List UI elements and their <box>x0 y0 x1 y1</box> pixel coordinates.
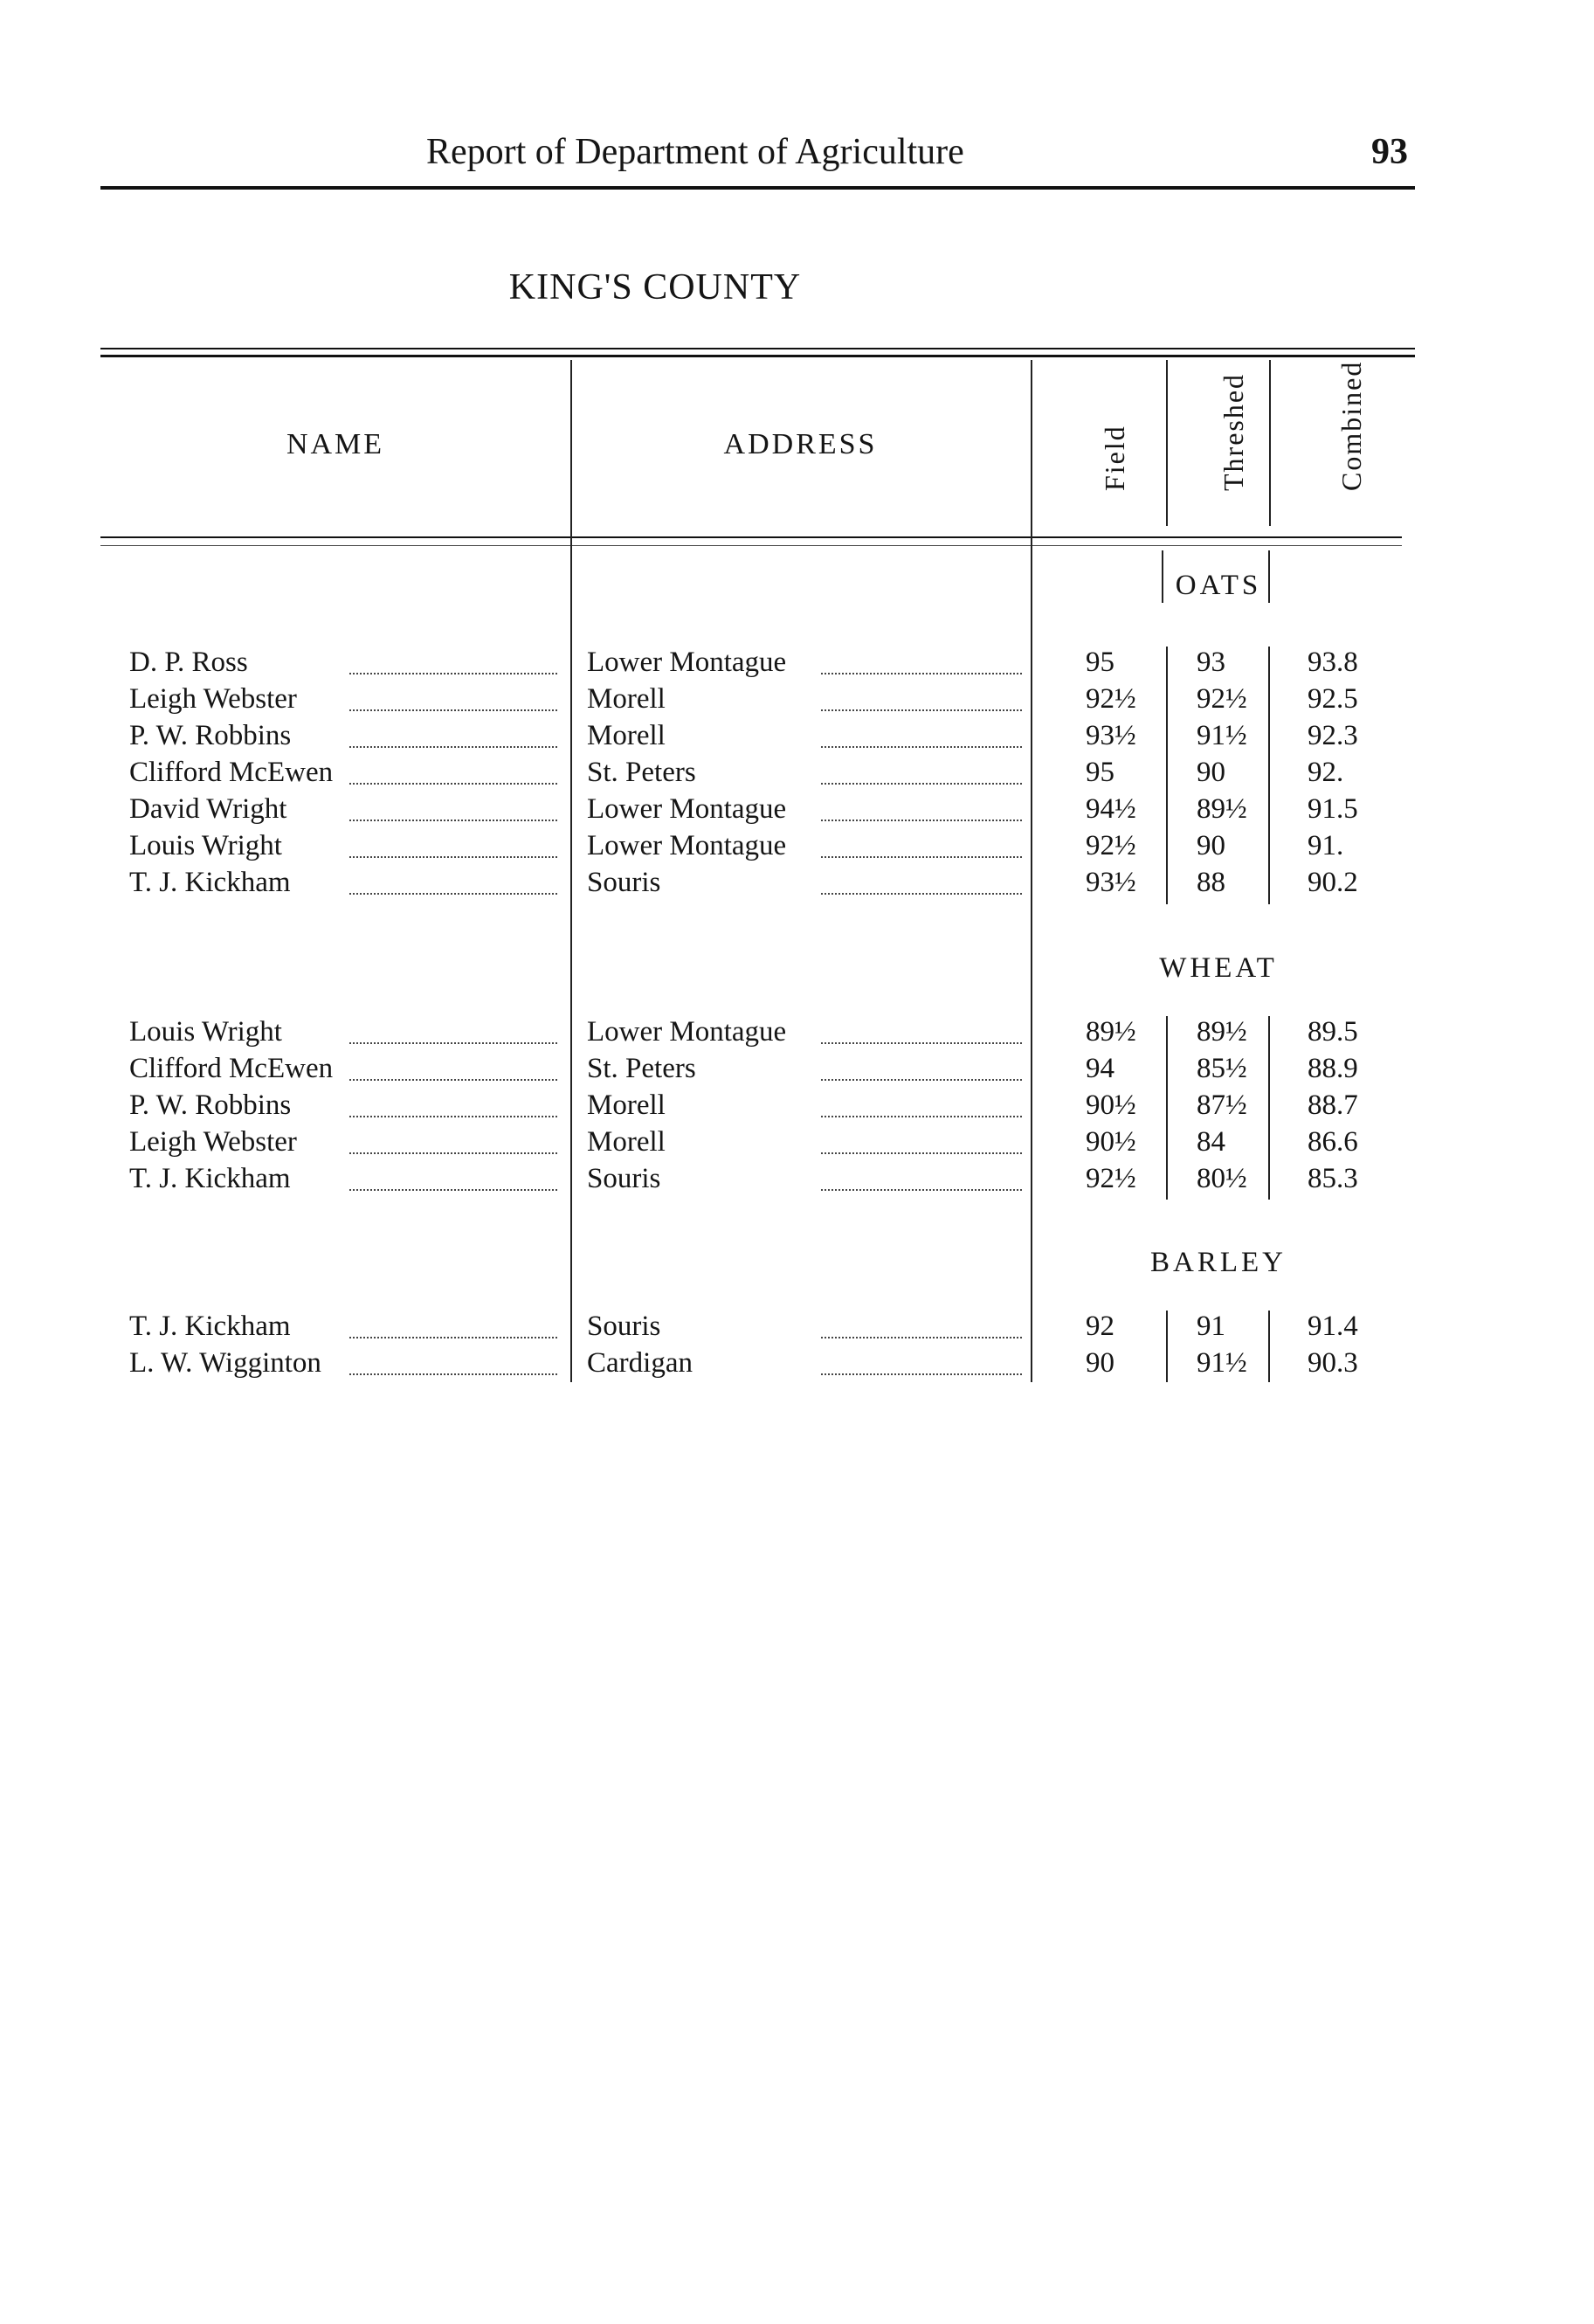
leader-dots <box>821 673 1022 674</box>
leader-dots <box>349 746 557 748</box>
cell-field: 92½ <box>1086 830 1136 861</box>
cell-combined: 93.8 <box>1308 647 1358 678</box>
cell-threshed: 89½ <box>1197 793 1247 825</box>
cell-field: 92 <box>1086 1311 1114 1342</box>
column-header-address: ADDRESS <box>723 428 878 460</box>
cell-address: Souris <box>587 1311 661 1342</box>
cell-threshed: 91 <box>1197 1311 1225 1342</box>
cell-name: David Wright <box>129 793 287 825</box>
cell-threshed: 80½ <box>1197 1163 1247 1194</box>
table-row <box>0 1163 1594 1200</box>
table-row <box>0 1089 1594 1126</box>
cell-address: Souris <box>587 867 661 898</box>
cell-threshed: 93 <box>1197 647 1225 678</box>
cell-field: 92½ <box>1086 1163 1136 1194</box>
oats-field-divider <box>1166 647 1168 904</box>
running-head-title: Report of Department of Agriculture <box>426 132 964 172</box>
leader-dots <box>349 1116 557 1117</box>
cell-combined: 86.6 <box>1308 1126 1358 1158</box>
leader-dots <box>349 856 557 858</box>
table-row <box>0 830 1594 867</box>
cell-combined: 91. <box>1308 830 1344 861</box>
cell-field: 93½ <box>1086 867 1136 898</box>
leader-dots <box>821 1079 1022 1081</box>
crop-label-oats: OATS <box>1175 570 1262 601</box>
cell-address: Morell <box>587 683 666 715</box>
leader-dots <box>821 783 1022 785</box>
oats-divider-right <box>1268 550 1270 603</box>
cell-address: Cardigan <box>587 1347 693 1379</box>
cell-address: Morell <box>587 1126 666 1158</box>
leader-dots <box>349 1079 557 1081</box>
leader-dots <box>821 1116 1022 1117</box>
cell-threshed: 91½ <box>1197 720 1247 751</box>
cell-combined: 91.4 <box>1308 1311 1358 1342</box>
table-row <box>0 1126 1594 1163</box>
cell-name: Clifford McEwen <box>129 757 334 788</box>
cell-combined: 91.5 <box>1308 793 1358 825</box>
cell-threshed: 87½ <box>1197 1089 1247 1121</box>
cell-field: 90 <box>1086 1347 1114 1379</box>
cell-field: 92½ <box>1086 683 1136 715</box>
table-row <box>0 647 1594 683</box>
barley-field-divider <box>1166 1311 1168 1382</box>
table-row <box>0 867 1594 903</box>
leader-dots <box>349 1042 557 1044</box>
cell-name: T. J. Kickham <box>129 867 291 898</box>
cell-name: Clifford McEwen <box>129 1053 334 1084</box>
table-row <box>0 793 1594 830</box>
leader-dots <box>821 1189 1022 1191</box>
column-divider-field-header <box>1166 360 1168 526</box>
table-row <box>0 720 1594 757</box>
cell-address: Lower Montague <box>587 793 787 825</box>
cell-field: 94 <box>1086 1053 1114 1084</box>
column-header-field <box>1031 360 1166 530</box>
cell-address: Morell <box>587 1089 666 1121</box>
crop-label-barley: BARLEY <box>1150 1247 1287 1278</box>
cell-field: 93½ <box>1086 720 1136 751</box>
crop-label-wheat: WHEAT <box>1159 952 1278 984</box>
header-bottom-rule <box>100 536 1402 538</box>
leader-dots <box>821 856 1022 858</box>
column-header-name: NAME <box>286 428 385 460</box>
cell-combined: 90.2 <box>1308 867 1358 898</box>
column-header-combined-label: Combined <box>1335 360 1367 491</box>
section-wheat <box>0 1016 1594 1200</box>
table-row <box>0 1053 1594 1089</box>
cell-combined: 85.3 <box>1308 1163 1358 1194</box>
column-divider-threshed-header <box>1269 360 1271 526</box>
cell-field: 95 <box>1086 647 1114 678</box>
leader-dots <box>821 820 1022 821</box>
leader-dots <box>349 783 557 785</box>
column-header-combined <box>1269 360 1402 530</box>
cell-threshed: 89½ <box>1197 1016 1247 1048</box>
cell-combined: 90.3 <box>1308 1347 1358 1379</box>
cell-combined: 88.9 <box>1308 1053 1358 1084</box>
cell-threshed: 88 <box>1197 867 1225 898</box>
cell-threshed: 84 <box>1197 1126 1225 1158</box>
cell-field: 90½ <box>1086 1126 1136 1158</box>
column-header-field-label: Field <box>1098 425 1130 491</box>
cell-name: D. P. Ross <box>129 647 248 678</box>
leader-dots <box>349 893 557 895</box>
cell-threshed: 91½ <box>1197 1347 1247 1379</box>
table-top-rule <box>100 348 1415 349</box>
header-rule <box>100 186 1415 190</box>
cell-name: P. W. Robbins <box>129 1089 292 1121</box>
cell-address: Souris <box>587 1163 661 1194</box>
leader-dots <box>821 746 1022 748</box>
cell-threshed: 90 <box>1197 830 1225 861</box>
cell-name: Leigh Webster <box>129 683 297 715</box>
table-top-rule-second <box>100 355 1415 357</box>
cell-address: Lower Montague <box>587 830 787 861</box>
cell-address: St. Peters <box>587 1053 696 1084</box>
leader-dots <box>349 1189 557 1191</box>
cell-combined: 92.5 <box>1308 683 1358 715</box>
page-number: 93 <box>1371 132 1408 172</box>
table-row <box>0 1016 1594 1053</box>
cell-address: St. Peters <box>587 757 696 788</box>
cell-threshed: 85½ <box>1197 1053 1247 1084</box>
cell-name: P. W. Robbins <box>129 720 292 751</box>
cell-name: L. W. Wigginton <box>129 1347 321 1379</box>
barley-threshed-divider <box>1268 1311 1270 1382</box>
leader-dots <box>349 709 557 711</box>
cell-name: Louis Wright <box>129 1016 282 1048</box>
cell-combined: 92.3 <box>1308 720 1358 751</box>
leader-dots <box>821 709 1022 711</box>
oats-divider-left <box>1162 550 1163 603</box>
column-header-threshed-label: Threshed <box>1218 372 1249 491</box>
cell-name: Leigh Webster <box>129 1126 297 1158</box>
cell-field: 89½ <box>1086 1016 1136 1048</box>
cell-combined: 92. <box>1308 757 1344 788</box>
cell-field: 94½ <box>1086 793 1136 825</box>
leader-dots <box>349 1152 557 1154</box>
county-title: KING'S COUNTY <box>508 267 802 308</box>
cell-threshed: 90 <box>1197 757 1225 788</box>
leader-dots <box>821 1373 1022 1375</box>
wheat-field-divider <box>1166 1016 1168 1200</box>
body-top-rule <box>100 545 1402 546</box>
cell-name: T. J. Kickham <box>129 1163 291 1194</box>
leader-dots <box>349 673 557 674</box>
cell-name: Louis Wright <box>129 830 282 861</box>
column-header-threshed <box>1166 360 1269 530</box>
cell-field: 90½ <box>1086 1089 1136 1121</box>
section-barley <box>0 1311 1594 1384</box>
cell-address: Morell <box>587 720 666 751</box>
cell-combined: 88.7 <box>1308 1089 1358 1121</box>
cell-threshed: 92½ <box>1197 683 1247 715</box>
table-row <box>0 683 1594 720</box>
cell-field: 95 <box>1086 757 1114 788</box>
table-row <box>0 757 1594 793</box>
oats-threshed-divider <box>1268 647 1270 904</box>
section-oats <box>0 647 1594 903</box>
leader-dots <box>821 1337 1022 1338</box>
leader-dots <box>821 1042 1022 1044</box>
cell-address: Lower Montague <box>587 647 787 678</box>
table-row <box>0 1311 1594 1347</box>
cell-combined: 89.5 <box>1308 1016 1358 1048</box>
wheat-threshed-divider <box>1268 1016 1270 1200</box>
leader-dots <box>349 1373 557 1375</box>
cell-name: T. J. Kickham <box>129 1311 291 1342</box>
leader-dots <box>349 820 557 821</box>
leader-dots <box>821 1152 1022 1154</box>
leader-dots <box>821 893 1022 895</box>
table-row <box>0 1347 1594 1384</box>
cell-address: Lower Montague <box>587 1016 787 1048</box>
leader-dots <box>349 1337 557 1338</box>
